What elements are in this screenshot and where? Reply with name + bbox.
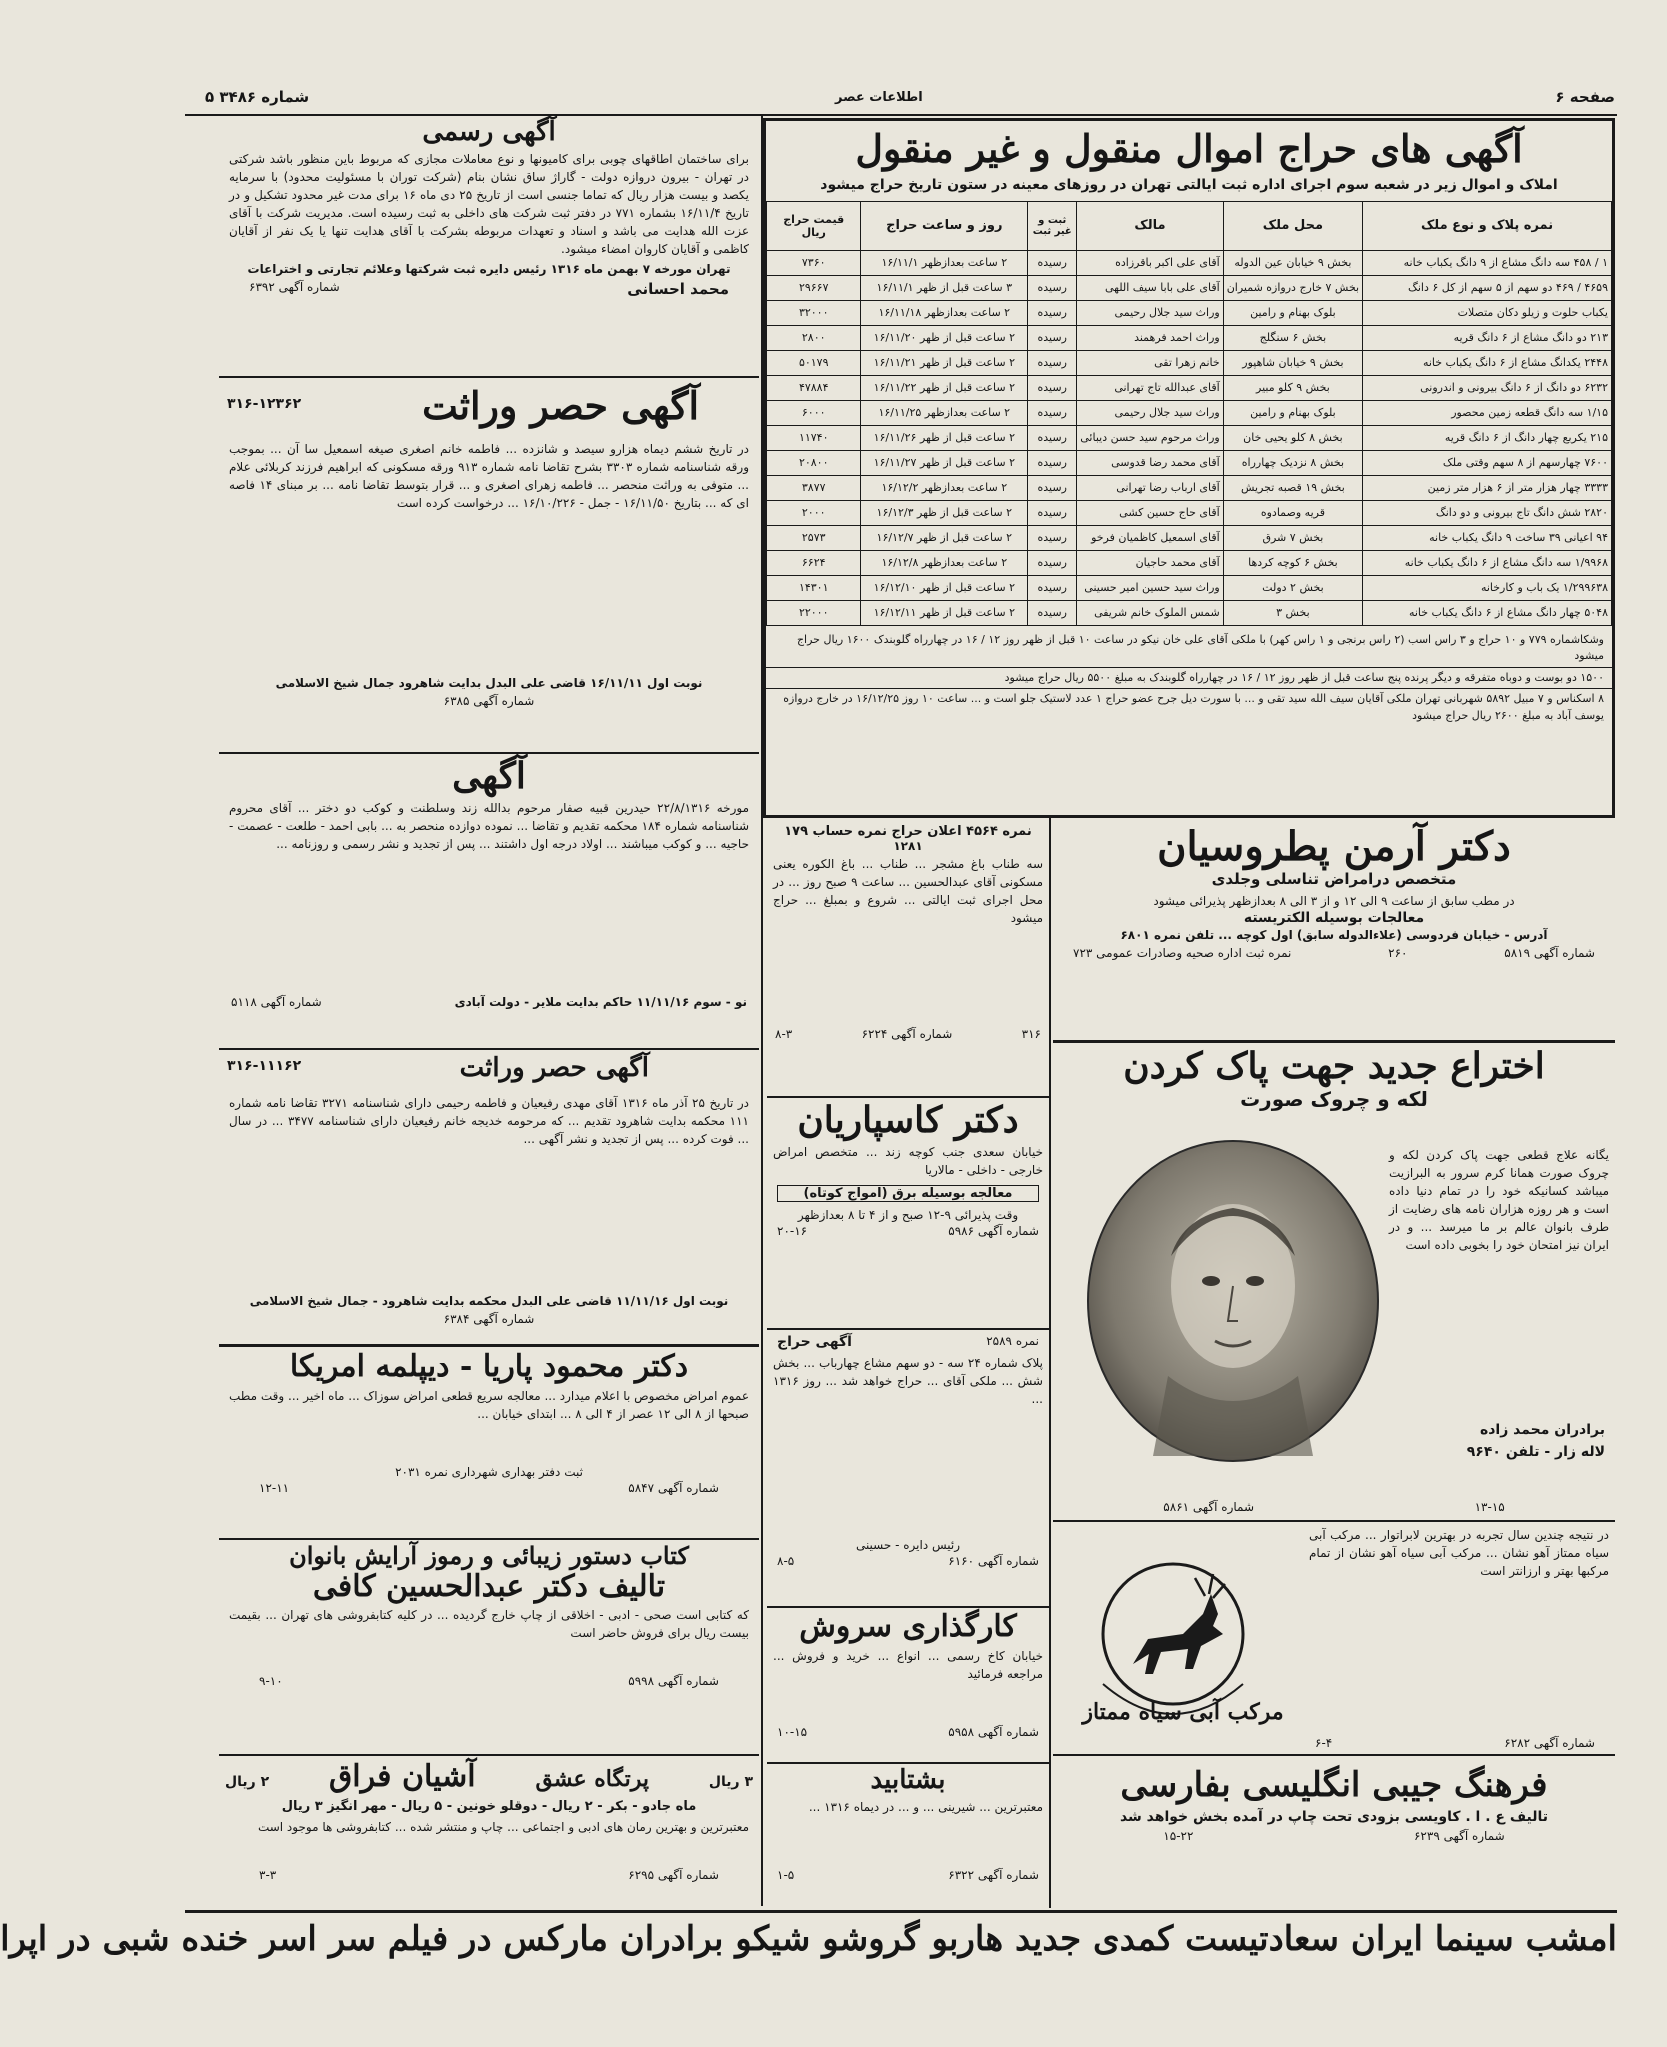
plate-cell: ۱ / ۴۵۸ سه دانگ مشاع از ۹ دانگ یکباب خانه [1363, 250, 1612, 275]
ad-auction-small-number: شماره آگهی ۶۲۲۴ [861, 1027, 953, 1041]
ad-beshtabid [767, 1766, 1049, 1908]
ad-armen-code: ۲۶۰ [1388, 946, 1408, 960]
ad-invention [1053, 1046, 1615, 1518]
date-cell: ۲ ساعت قبل از ظهر ۱۶/۱۲/۳ [861, 500, 1028, 525]
registered-cell: رسیده [1028, 275, 1077, 300]
owner-cell: وراث سید حسین امیر حسینی [1077, 575, 1223, 600]
ad-official-number: شماره آگهی ۶۳۹۲ [249, 279, 340, 294]
plate-cell: ۲۱۵ یکربع چهار دانگ از ۶ دانگ قریه [1363, 425, 1612, 450]
ad-inheritance-1-title: آگهی حصر وراثت [422, 383, 699, 428]
ad-inheritance-2-number: شماره آگهی ۶۳۸۴ [443, 1312, 535, 1326]
ad-books-2-line-2: ماه جادو - بکر - ۲ ریال - دوقلو خونین - ۵ ریال - مهر انگیز ۳ ریال [281, 1798, 697, 1814]
ad-agency-title: کارگذاری سروش [799, 1609, 1017, 1644]
ad-armen-treatment: معالجات بوسیله الکتریسته [1243, 910, 1425, 926]
auction-row [767, 375, 1612, 400]
ad-dictionary-code: ۱۵-۲۲ [1163, 1829, 1194, 1844]
owner-cell: وراث سید جلال رحیمی [1077, 400, 1223, 425]
registered-cell: رسیده [1028, 450, 1077, 475]
ad-inheritance-1-body: در تاریخ ششم دیماه هزارو سیصد و شانزده ... فاطمه خانم اصغری صیغه اسمعیل سا آن ... بموجب ورقه شناسنامه شماره ۳۳۰۳ بشرح تقاضا نامه شماره ۹۱۳ ورقه مسکونی که ابراهیم فرزند کربلائی علام ... متوفی به وراثت منحصر ... فاطمه زهرای اصغری و ... قرار بتوسط تقاضا نامه ... بر مبنای ۱۴ فاصه ای که ... بتاریخ ۱۶/۱۱/۵۰ - جمل - ۱۶/۱۰/۲۲۶ ... درخواست کرده است [229, 442, 749, 510]
ad-auction-small-code-2: ۸-۳ [775, 1027, 793, 1041]
col-registered: ثبت و غیر ثبت [1028, 201, 1077, 250]
date-cell: ۲ ساعت قبل از ظهر ۱۶/۱۱/۲۱ [861, 350, 1028, 375]
auction-row [767, 525, 1612, 550]
ad-official [219, 118, 759, 374]
plate-cell: ۴۶۵۹ / ۴۶۹ دو سهم از ۵ سهم از کل ۶ دانگ [1363, 275, 1612, 300]
ad-armen-address: آدرس - خیابان فردوسی (علاءالدوله سابق) اول کوچه ... تلفن نمره ۶۸۰۱ [1120, 928, 1548, 942]
col-price: قیمت حراج ریال [767, 201, 861, 250]
ad-book [219, 1542, 759, 1752]
ad-dictionary-number: شماره آگهی ۶۲۳۹ [1413, 1829, 1505, 1844]
ad-books-2-title-left: آشیان فراق [329, 1759, 476, 1794]
ad-auction-small [767, 824, 1049, 1094]
plate-cell: ۱/۱۵ سه دانگ قطعه زمین محصور [1363, 400, 1612, 425]
registered-cell: رسیده [1028, 350, 1077, 375]
owner-cell: وراث سید جلال رحیمی [1077, 300, 1223, 325]
ad-ink-number: شماره آگهی ۶۲۸۲ [1504, 1736, 1595, 1750]
location-cell: بخش ۱۹ قصبه تجریش [1223, 475, 1362, 500]
ad-inheritance-2-code: ۳۱۶-۱۱۱۶۲ [227, 1058, 302, 1074]
price-cell: ۳۲۰۰۰ [767, 300, 861, 325]
ad-inheritance-1-footer: نوبت اول ۱۶/۱۱/۱۱ قاضی علی البدل بدایت شاهرود جمال شیخ الاسلامی [275, 676, 703, 690]
col-plate: نمره پلاک و نوع ملک [1363, 201, 1612, 250]
auction-row [767, 425, 1612, 450]
auction-row [767, 550, 1612, 575]
auction-row [767, 575, 1612, 600]
ad-inheritance-1 [219, 380, 759, 748]
ad-notice-footer: نو - سوم ۱۱/۱۱/۱۶ حاکم بدایت ملایر - دولت آبادی [454, 995, 747, 1010]
plate-cell: ۷۶۰۰ چهارسهم از ۸ سهم وقتی ملک [1363, 450, 1612, 475]
registered-cell: رسیده [1028, 400, 1077, 425]
plate-cell: یکباب حلوت و زیلو دکان متصلات [1363, 300, 1612, 325]
ad-auction-2-signature: رئیس دایره - حسینی [855, 1538, 961, 1552]
location-cell: بخش ۶ سنگلج [1223, 325, 1362, 350]
ad-beshtabid-body: معتبرترین ... شیرینی ... و ... در دیماه ۱۳۱۶ ... [808, 1799, 1043, 1814]
divider [219, 752, 759, 754]
registered-cell: رسیده [1028, 250, 1077, 275]
ad-auction-small-sub: ۱۲۸۱ [893, 839, 923, 853]
owner-cell: آقای علی اکبر باقرزاده [1077, 250, 1223, 275]
price-cell: ۲۰۸۰۰ [767, 450, 861, 475]
auction-row [767, 250, 1612, 275]
ad-auction-2-body: پلاک شماره ۲۴ سه - دو سهم مشاع چهارباب ... بخش شش ... ملکی آقای ... حراج خواهد شد ... روز ۱۳۱۶ ... [773, 1356, 1043, 1406]
divider [219, 1754, 759, 1756]
ad-beshtabid-code: ۱-۵ [777, 1867, 795, 1882]
owner-cell: شمس الملوک خانم شریفی [1077, 600, 1223, 625]
auction-table [766, 201, 1612, 626]
registered-cell: رسیده [1028, 600, 1077, 625]
divider [767, 1096, 1049, 1098]
ad-beshtabid-title: بشتابید [870, 1765, 946, 1795]
ad-ink-code: ۶-۴ [1315, 1736, 1333, 1750]
price-cell: ۲۹۶۶۷ [767, 275, 861, 300]
registered-cell: رسیده [1028, 475, 1077, 500]
ad-dictionary [1053, 1758, 1615, 1908]
location-cell: بخش ۲ دولت [1223, 575, 1362, 600]
auction-row [767, 400, 1612, 425]
ad-agency [767, 1610, 1049, 1760]
owner-cell: خانم زهرا تقی [1077, 350, 1223, 375]
col-date: روز و ساعت حراج [861, 201, 1028, 250]
bottom-banner: امشب سینما ایران سعادتیست کمدی جدید هاربو گروشو شیکو برادران مارکس در فیلم سر اسر خنده شبی در اپرا [0, 1919, 1617, 1959]
auction-row [767, 450, 1612, 475]
ad-armen-title: دکتر آرمن پطروسیان [1157, 823, 1511, 870]
location-cell: بخش ۹ خیابان شاهپور [1223, 350, 1362, 375]
price-cell: ۱۱۷۴۰ [767, 425, 861, 450]
owner-cell: آقای ارباب رضا تهرانی [1077, 475, 1223, 500]
divider [219, 376, 759, 378]
ad-ink-brand: مرکب آبی سیاه ممتاز [1082, 1699, 1284, 1725]
ad-ink [1053, 1524, 1615, 1752]
ad-inheritance-1-number: شماره آگهی ۶۳۸۵ [443, 694, 535, 708]
ad-agency-code: ۱۰-۱۵ [777, 1724, 808, 1739]
ad-official-title: آگهی رسمی [422, 117, 556, 147]
price-cell: ۶۰۰۰ [767, 400, 861, 425]
registered-cell: رسیده [1028, 325, 1077, 350]
ad-kasparian-number: شماره آگهی ۵۹۸۶ [948, 1224, 1039, 1239]
plate-cell: ۶۲۳۲ دو دانگ از ۶ دانگ بیرونی و اندرونی [1363, 375, 1612, 400]
owner-cell: آقای حاج حسین کشی [1077, 500, 1223, 525]
registered-cell: رسیده [1028, 300, 1077, 325]
registered-cell: رسیده [1028, 375, 1077, 400]
ad-book-title-1: کتاب دستور زیبائی و رموز آرایش بانوان [289, 1541, 689, 1570]
price-cell: ۳۸۷۷ [767, 475, 861, 500]
owner-cell: آقای محمد رضا قدوسی [1077, 450, 1223, 475]
location-cell: بخش ۹ خیابان عین الدوله [1223, 250, 1362, 275]
ad-beshtabid-number: شماره آگهی ۶۳۲۲ [948, 1867, 1039, 1882]
banner-rule [185, 1910, 1617, 1913]
auction-title: آگهی های حراج اموال منقول و غیر منقول [855, 126, 1523, 171]
price-cell: ۲۲۰۰۰ [767, 600, 861, 625]
page-header [185, 86, 1615, 110]
registered-cell: رسیده [1028, 525, 1077, 550]
divider [767, 1606, 1049, 1608]
ad-agency-body: خیابان کاخ رسمی ... انواع ... خرید و فروش ... مراجعه فرمائید [773, 1648, 1043, 1681]
ad-auction-2-num: نمره ۲۵۸۹ [986, 1334, 1039, 1348]
page-label: صفحه ۶ [1555, 88, 1615, 106]
ad-inheritance-1-code: ۳۱۶-۱۲۳۶۲ [227, 396, 302, 412]
date-cell: ۲ ساعت قبل از ظهر ۱۶/۱۲/۱۰ [861, 575, 1028, 600]
col-location: محل ملک [1223, 201, 1362, 250]
date-cell: ۲ ساعت بعدازظهر ۱۶/۱۱/۱۸ [861, 300, 1028, 325]
ad-dr-paria-number: شماره آگهی ۵۸۴۷ [628, 1480, 719, 1495]
location-cell: بخش ۸ کلو یحیی خان [1223, 425, 1362, 450]
location-cell: بخش ۳ [1223, 600, 1362, 625]
ad-official-date: تهران مورخه ۷ بهمن ماه ۱۳۱۶ رئیس دایره ثبت شرکتها وعلائم تجارتی و اختراعات [247, 261, 731, 276]
auction-footnote-3: ۸ اسکناس و ۷ مبیل ۵۸۹۲ شهربانی تهران ملکی آقایان سیف الله سید تقی و ... با سورت دیل جرح عضو حراج ۱ عدد لاستیک جلو است و ... ساعت ۱۰ روز ۱۶/۱۲/۲۵ در خارج دروازه یوسف آباد به مبلغ ۲۶۰۰ ریال حراج میشود [766, 688, 1612, 726]
auction-row [767, 300, 1612, 325]
date-cell: ۲ ساعت قبل از ظهر ۱۶/۱۱/۲۲ [861, 375, 1028, 400]
plate-cell: ۱/۹۹۶۸ سه دانگ مشاع از ۶ دانگ یکباب خانه [1363, 550, 1612, 575]
col-owner: مالک [1077, 201, 1223, 250]
owner-cell: آقای علی بابا سیف اللهی [1077, 275, 1223, 300]
plate-cell: ۱/۲۹۹۶۳۸ یک باب و کارخانه [1363, 575, 1612, 600]
divider [1053, 1520, 1615, 1522]
date-cell: ۲ ساعت قبل از ظهر ۱۶/۱۱/۲۰ [861, 325, 1028, 350]
auction-row [767, 500, 1612, 525]
ad-inheritance-2 [219, 1052, 759, 1342]
plate-cell: ۹۴ اعیانی ۳۹ ساخت ۹ دانگ یکباب خانه [1363, 525, 1612, 550]
auction-footnote-2: ۱۵۰۰ دو بوست و دوباه متفرقه و دیگر پرنده پنج ساعت قبل از ظهر روز ۱۲ / ۱۶ در چهارراه گلوبندک به مبلغ ۵۵۰۰ ریال حراج میشود [766, 667, 1612, 689]
registered-cell: رسیده [1028, 575, 1077, 600]
ad-dictionary-title: فرهنگ جیبی انگلیسی بفارسی [1120, 1765, 1548, 1805]
ad-armen-number: شماره آگهی ۵۸۱۹ [1504, 946, 1595, 960]
auction-row [767, 325, 1612, 350]
plate-cell: ۵۰۴۸ چهار دانگ مشاع از ۶ دانگ یکباب خانه [1363, 600, 1612, 625]
divider [1053, 1754, 1615, 1756]
newspaper-name: اطلاعات عصر [835, 90, 923, 105]
price-cell: ۶۶۲۴ [767, 550, 861, 575]
portrait-image [1083, 1136, 1383, 1466]
location-cell: بخش ۸ نزدیک چهارراه [1223, 450, 1362, 475]
header-rule [185, 114, 1617, 116]
divider [1053, 1040, 1615, 1043]
owner-cell: وراث مرحوم سید حسن دیبائی [1077, 425, 1223, 450]
auction-section [763, 118, 1615, 818]
auction-row [767, 600, 1612, 625]
ad-agency-number: شماره آگهی ۵۹۵۸ [948, 1724, 1039, 1739]
ad-books-2-line-3: معتبرترین و بهترین رمان های ادبی و اجتماعی ... چاپ و منتشر شده ... کتابفروشی ها موجود است [257, 1820, 749, 1834]
ad-inheritance-2-body: در تاریخ ۲۵ آذر ماه ۱۳۱۶ آقای مهدی رفیعیان و فاطمه رحیمی دارای شناسنامه ۳۲۷۱ تقاضا نامه شماره ۱۱۱ محکمه بدایت شاهرود تقدیم ... که مرحومه خدیجه خانم رفیعیان دارای شناسنامه ۳۴۷۷ ... در سال ... فوت کرده ... پس از تجدید و نشر آگهی ... [229, 1096, 749, 1146]
ad-dr-paria [219, 1350, 759, 1536]
price-cell: ۷۳۶۰ [767, 250, 861, 275]
date-cell: ۲ ساعت بعدازظهر ۱۶/۱۲/۸ [861, 550, 1028, 575]
date-cell: ۲ ساعت بعدازظهر ۱۶/۱۲/۲ [861, 475, 1028, 500]
ad-invention-sellers: برادران محمد زاده [1479, 1422, 1605, 1438]
divider [767, 1762, 1049, 1764]
ad-kasparian-hours: وقت پذیرائی ۹-۱۲ صبح و از ۴ تا ۸ بعدازظهر [797, 1208, 1019, 1223]
ad-books-2-price-right: ۳ ریال [708, 1774, 753, 1790]
ad-invention-portrait [1083, 1136, 1383, 1466]
price-cell: ۲۵۷۳ [767, 525, 861, 550]
ad-books-2-title-right: پرتگاه عشق [535, 1766, 650, 1792]
location-cell: بخش ۹ کلو مبیر [1223, 375, 1362, 400]
date-cell: ۳ ساعت قبل از ظهر ۱۶/۱۱/۱ [861, 275, 1028, 300]
date-cell: ۲ ساعت بعدازظهر ۱۶/۱۱/۲۵ [861, 400, 1028, 425]
location-cell: بلوک بهنام و رامین [1223, 400, 1362, 425]
ad-notice [219, 756, 759, 1046]
ad-kasparian-code: ۲۰-۱۶ [777, 1224, 808, 1239]
auction-header-row [767, 201, 1612, 250]
plate-cell: ۲۴۴۸ یکدانگ مشاع از ۶ دانگ یکباب خانه [1363, 350, 1612, 375]
owner-cell: آقای عبدالله تاج تهرانی [1077, 375, 1223, 400]
plate-cell: ۲۸۲۰ شش دانگ تاج بیرونی و دو دانگ [1363, 500, 1612, 525]
date-cell: ۲ ساعت قبل از ظهر ۱۶/۱۲/۱۱ [861, 600, 1028, 625]
ad-dr-paria-footer: ثبت دفتر بهداری شهرداری نمره ۲۰۳۱ [395, 1464, 583, 1479]
ad-invention-address: لاله زار - تلفن ۹۶۴۰ [1466, 1444, 1605, 1460]
owner-cell: وراث احمد فرهمند [1077, 325, 1223, 350]
ad-dictionary-body: تالیف ع . ا . کاویسی بزودی تحت چاپ در آمده بخش خواهد شد [1119, 1809, 1549, 1826]
owner-cell: آقای محمد حاجیان [1077, 550, 1223, 575]
ad-ink-body: در نتیجه چندین سال تجربه در بهترین لابراتوار ... مرکب آبی سیاه ممتاز آهو نشان ... مرکب آبی سیاه آهو نشان از تمام مرکبها بهتر و ارزانتر است [1309, 1528, 1609, 1578]
registered-cell: رسیده [1028, 425, 1077, 450]
ad-kasparian-body: خیابان سعدی جنب کوچه زند ... متخصص امراض خارجی - داخلی - مالاریا [773, 1145, 1043, 1178]
ad-books-2 [219, 1758, 759, 1908]
location-cell: بخش ۷ خارج دروازه شمیران [1223, 275, 1362, 300]
ad-invention-title: اختراع جدید جهت پاک کردن [1123, 1045, 1545, 1087]
plate-cell: ۳۳۳۳ چهار هزار متر از ۶ هزار متر زمین [1363, 475, 1612, 500]
ad-official-signature: محمد احسانی [627, 279, 729, 298]
ad-kasparian-special: معالجه بوسیله برق (امواج کوتاه) [777, 1185, 1039, 1202]
ad-invention-subtitle: لکه و چروک صورت [1240, 1087, 1428, 1112]
ad-auction-2-number: شماره آگهی ۶۱۶۰ [948, 1554, 1039, 1568]
auction-row [767, 350, 1612, 375]
ad-auction-2-title: آگهی حراج [777, 1334, 852, 1350]
ad-kasparian [767, 1100, 1049, 1326]
date-cell: ۲ ساعت قبل از ظهر ۱۶/۱۱/۲۷ [861, 450, 1028, 475]
ad-books-2-price-left: ۲ ریال [225, 1774, 270, 1790]
ad-book-code: ۹-۱۰ [259, 1674, 283, 1689]
ad-books-2-code: ۳-۳ [259, 1868, 277, 1882]
ad-armen [1053, 824, 1615, 1036]
location-cell: بخش ۶ کوچه کردها [1223, 550, 1362, 575]
ad-auction-2 [767, 1332, 1049, 1604]
ad-auction-small-code: ۳۱۶ [1021, 1027, 1041, 1041]
location-cell: قریه وصمادوه [1223, 500, 1362, 525]
ad-invention-code: ۱۳-۱۵ [1474, 1500, 1505, 1514]
location-cell: بخش ۷ شرق [1223, 525, 1362, 550]
divider [219, 1344, 759, 1347]
plate-cell: ۲۱۳ دو دانگ مشاع از ۶ دانگ قریه [1363, 325, 1612, 350]
ad-notice-body: مورخه ۲۲/۸/۱۳۱۶ حیدرین قبیه صفار مرحوم بدالله زند وسلطنت و کوکب دو دختر ... آقای محروم شناسنامه شماره ۱۸۴ محکمه تقدیم و تقاضا ... نموده دوازده منحصر به ... بابی احمد - طلعت - عصمت - حاجیه ... و کوکب میباشند ... اولاد درجه اول داشتند ... پس از تجدید و نشر رسمی و روزنامه ... [229, 801, 749, 852]
price-cell: ۲۸۰۰ [767, 325, 861, 350]
ad-book-title-2: تالیف دکتر عبدالحسین کافی [312, 1568, 666, 1604]
divider [219, 1048, 759, 1050]
ad-notice-title: آگهی [452, 755, 526, 797]
ad-inheritance-2-footer: نوبت اول ۱۱/۱۱/۱۶ قاضی علی البدل محکمه بدایت شاهرود - جمال شیخ الاسلامی [249, 1294, 729, 1308]
ad-armen-body: در مطب سابق از ساعت ۹ الی ۱۲ و از ۳ الی ۸ بعدازظهر پذیرائی میشود [1153, 894, 1515, 908]
divider [767, 1328, 1049, 1330]
ad-auction-small-title: نمره ۴۵۶۴ اعلان حراج نمره حساب ۱۷۹ [784, 824, 1032, 839]
column-rule [1049, 818, 1051, 1908]
ad-dr-paria-body: عموم امراض مخصوص با اعلام میدارد ... معالجه سریع قطعی امراض سوزاک ... ماه اخیر ... وقت مطب صبحها از ۸ الی ۱۲ عصر از ۴ الی ۸ ... ابتدای خیابان ... [229, 1388, 749, 1421]
owner-cell: آقای اسمعیل کاظمیان فرخو [1077, 525, 1223, 550]
ad-notice-number: شماره آگهی ۵۱۱۸ [231, 995, 322, 1010]
auction-row [767, 475, 1612, 500]
ad-armen-subtitle: متخصص درامراض تناسلی وجلدی [1211, 870, 1457, 888]
auction-subtitle: املاک و اموال زیر در شعبه سوم اجرای اداره ثبت ایالتی تهران در روزهای معینه در ستون تاریخ حراج میشود [820, 176, 1558, 193]
issue-number: شماره ۳۴۸۶ ۵ [205, 88, 310, 106]
date-cell: ۲ ساعت قبل از ظهر ۱۶/۱۱/۲۶ [861, 425, 1028, 450]
registered-cell: رسیده [1028, 500, 1077, 525]
date-cell: ۲ ساعت بعدازظهر ۱۶/۱۱/۱ [861, 250, 1028, 275]
auction-row [767, 275, 1612, 300]
ad-auction-2-code: ۸-۵ [777, 1554, 795, 1568]
column-rule [761, 116, 763, 1906]
ad-official-body: برای ساختمان اطاقهای چوبی برای کامیونها و نوع معاملات مجازی که مربوط باین منظور باشد شرکتی در تهران - بیرون دروازه دولت - گاراژ ساق نشان بنام (شرکت توران با مسئولیت محدود) با سرمایه یکصد و بیست هزار ریال که تماما جنسی است از تاریخ ۲۵ دی ماه ۱۶ برای مدت غیر محدود تشکیل و در تاریخ ۱۶/۱۱/۴ بشماره ۷۷۱ در دفتر ثبت شرکت های داخلی به ثبت رسیده است. مدیریت شرکت با آقای عزت الله هدایت می باشد و اسناد و تعهدات مربوطه بشرکت با آقای هدایت تنها یا یک نفر از آقایان کاظمی و آقایان کاروان امضاء میشود. [229, 151, 749, 256]
price-cell: ۵۰۱۷۹ [767, 350, 861, 375]
ad-invention-number: شماره آگهی ۵۸۶۱ [1163, 1500, 1255, 1514]
ad-inheritance-2-title: آگهی حصر وراثت [459, 1053, 649, 1083]
ad-kasparian-title: دکتر کاسپاریان [797, 1099, 1019, 1141]
price-cell: ۲۰۰۰ [767, 500, 861, 525]
ad-book-body: که کتابی است صحی - ادبی - اخلاقی از چاپ خارج گردیده ... در کلیه کتابفروشی های تهران ... بقیمت بیست ریال برای فروش حاضر است [229, 1608, 749, 1641]
auction-footnote-1: وشکاشماره ۷۷۹ و ۱۰ حراج و ۳ راس اسب (۲ راس برنجی و ۱ راس کهر) با ملکی آقای علی خان نیکو در ساعت ۱۰ قبل از ظهر روز ۱۲ / ۱۶ در چهارراه گلوبندک ۱۶۰۰ ریال حراج میشود [796, 632, 1604, 663]
ad-dr-paria-code: ۱۲-۱۱ [259, 1480, 290, 1495]
ad-armen-registry: نمره ثبت اداره صحیه وصادرات عمومی ۷۲۳ [1073, 946, 1292, 960]
registered-cell: رسیده [1028, 550, 1077, 575]
ad-dr-paria-title: دکتر محمود پاریا - دیپلمه امریکا [289, 1349, 689, 1384]
ad-books-2-number: شماره آگهی ۶۲۹۵ [628, 1868, 719, 1882]
ad-invention-body: یگانه علاج قطعی جهت پاک کردن لکه و چروک صورت همانا کرم سرور به البرازیت میباشد کسانیکه خود را در تمام دنیا داده است و هر روزه هزاران نامه های رضایت از طرف بانوان عالم بر ما میرسد ... و در ایران نیز امتحان خود را بخوبی داده است [1389, 1148, 1609, 1252]
ad-auction-small-body: سه طناب باغ مشجر ... طناب ... باغ الکوره یعنی مسکونی آقای عبدالحسین ... ساعت ۹ صبح روز ... در محل اجرای ثبت ایالتی ... شروع و بمبلغ ... حراج میشود [773, 857, 1044, 925]
date-cell: ۲ ساعت قبل از ظهر ۱۶/۱۲/۷ [861, 525, 1028, 550]
location-cell: بلوک بهنام و رامین [1223, 300, 1362, 325]
price-cell: ۱۴۳۰۱ [767, 575, 861, 600]
divider [219, 1538, 759, 1540]
ad-book-number: شماره آگهی ۵۹۹۸ [628, 1674, 719, 1689]
price-cell: ۴۷۸۸۴ [767, 375, 861, 400]
